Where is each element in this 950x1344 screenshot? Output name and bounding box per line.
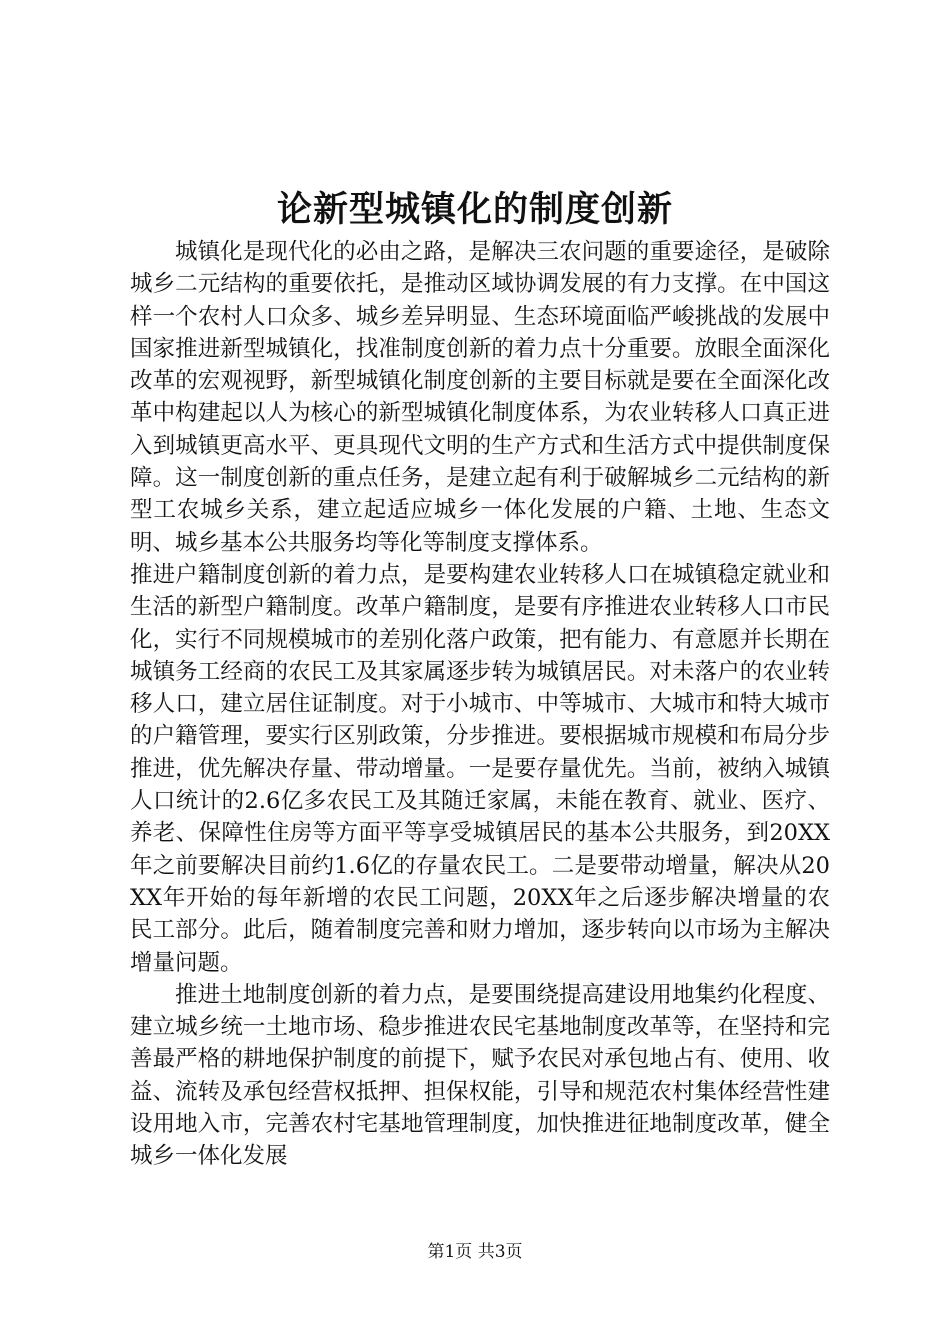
paragraph-intro: 城镇化是现代化的必由之路，是解决三农问题的重要途径，是破除城乡二元结构的重要依托，是推动区域协调发展的有力支撑。在中国这样一个农村人口众多、城乡差异明显、生态环境面临严峻挑战的发展中国家推进新型城镇化，找准制度创新的着力点十分重要。放眼全面深化改革的宏观视野，新型城镇化制度创新的主要目标就是要在全面深化改革中构建起以人为核心的新型城镇化制度体系，为农业转移人口真正进入到城镇更高水平、更具现代文明的生产方式和生活方式中提供制度保障。这一制度创新的重点任务，是建立起有利于破解城乡二元结构的新型工农城乡关系，建立起适应城乡一体化发展的户籍、土地、生态文明、城乡基本公共服务均等化等制度支撑体系。	[130, 239, 830, 556]
page-footer: 第1页 共3页	[427, 1242, 523, 1262]
paragraph-land-system: 推进土地制度创新的着力点，是要围绕提高建设用地集约化程度、建立城乡统一土地市场、稳步推进农民宅基地制度改革等，在坚持和完善最严格的耕地保护制度的前提下，赋予农民对承包地占有、使用、收益、流转及承包经营权抵押、担保权能，引导和规范农村集体经营性建设用地入市，完善农村宅基地管理制度，加快推进征地制度改革，健全城乡一体化发展	[130, 981, 830, 1170]
document-title: 论新型城镇化的制度创新	[276, 189, 673, 230]
paragraph-household-registration: 推进户籍制度创新的着力点，是要构建农业转移人口在城镇稳定就业和生活的新型户籍制度。改革户籍制度，是要有序推进农业转移人口市民化，实行不同规模城市的差别化落户政策，把有能力、有意愿并长期在城镇务工经商的农民工及其家属逐步转为城镇居民。对未落户的农业转移人口，建立居住证制度。对于小城市、中等城市、大城市和特大城市的户籍管理，要实行区别政策，分步推进。要根据城市规模和布局分步推进，优先解决存量、带动增量。一是要存量优先。当前，被纳入城镇人口统计的2.6亿多农民工及其随迁家属，未能在教育、就业、医疗、养老、保障性住房等方面平等享受城镇居民的基本公共服务，到20XX年之前要解决目前约1.6亿的存量农民工。二是要带动增量，解决从20XX年开始的每年新增的农民工问题，20XX年之后逐步解决增量的农民工部分。此后，随着制度完善和财力增加，逐步转向以市场为主解决增量问题。	[130, 561, 830, 976]
document-body	[130, 236, 830, 1173]
